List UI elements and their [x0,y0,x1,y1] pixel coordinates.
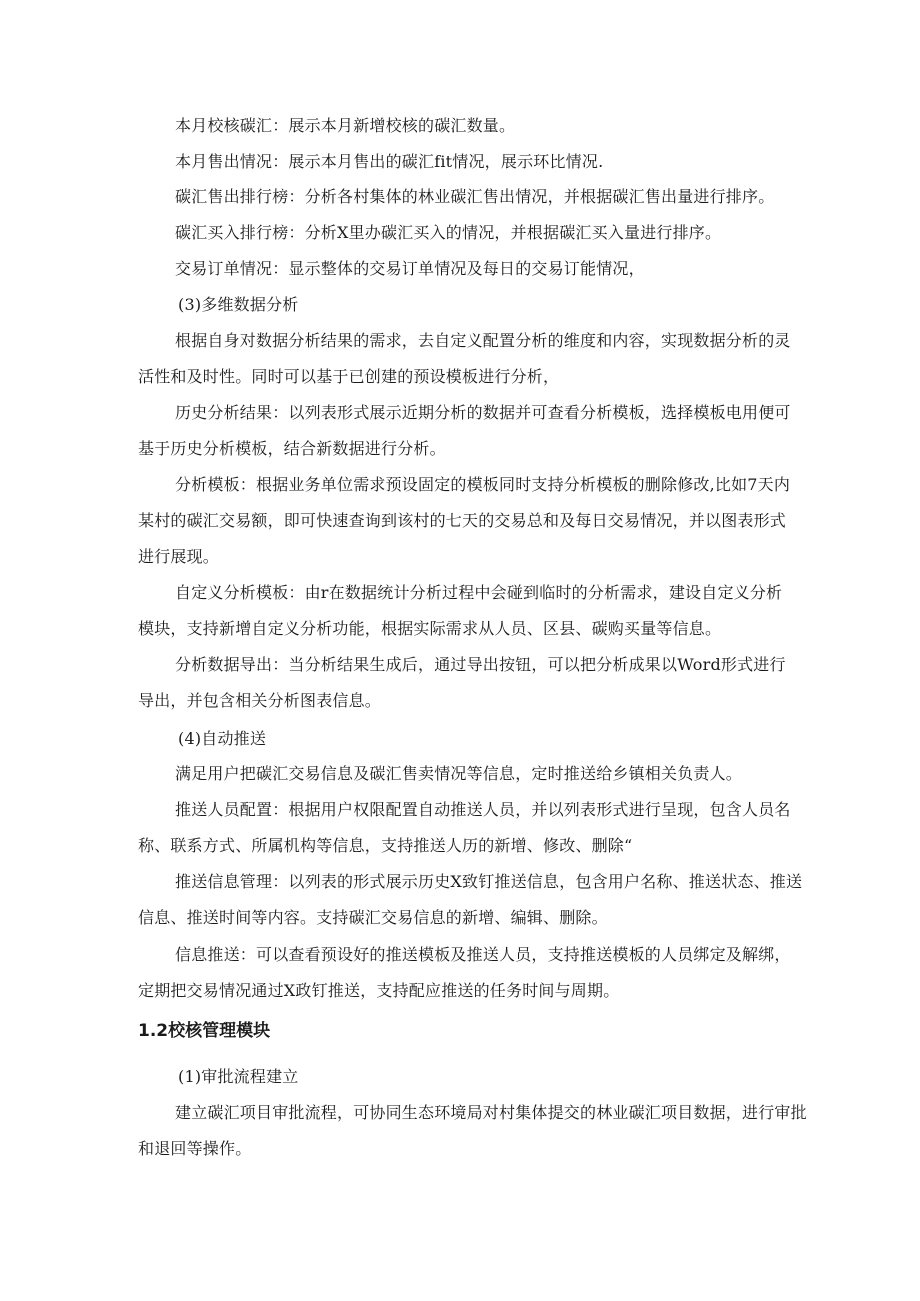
paragraph-line: 历史分析结果：以列表形式展示近期分析的数据并可查看分析模板，选择模板电用便可 [175,403,791,422]
subsection-title: (4)自动推送 [178,729,267,748]
paragraph-line: 自定义分析模板：由r在数据统计分析过程中会碰到临时的分析需求，建设自定义分析 [175,583,783,602]
paragraph-line: 本月校核碳汇：展示本月新增校核的碳汇数量。 [175,116,516,135]
paragraph-line: 模块，支持新增自定义分析功能，根据实际需求从人员、区县、碳购买量等信息。 [138,619,722,638]
paragraph-line: 本月售出情况：展示本月售出的碳汇fit情况，展示环比情况. [175,152,604,171]
paragraph-line: 进行展现。 [138,547,220,566]
paragraph-line: 某村的碳汇交易额，即可快速查询到该村的七天的交易总和及每日交易情况，并以图表形式 [138,511,787,530]
section-heading: 1.2校核管理模块 [138,1021,271,1041]
paragraph-line: 信息、推送时间等内容。支持碳汇交易信息的新增、编辑、删除。 [138,908,608,927]
paragraph-line: 碳汇售出排行榜：分析各村集体的林业碳汇售出情况，并根据碳汇售出量进行排序。 [175,187,775,206]
paragraph-line: 建立碳汇项目审批流程，可协同生态环境局对村集体提交的林业碳汇项目数据，进行审批 [175,1103,807,1122]
paragraph-line: 推送信息管理：以列表的形式展示历史X致钉推送信息，包含用户名称、推送状态、推送 [175,872,803,891]
subsection-title: (3)多维数据分析 [178,295,299,314]
paragraph-line: 推送人员配置：根据用户权限配置自动推送人员，并以列表形式进行呈现，包含人员名 [175,800,791,819]
paragraph-line: 活性和及时性。同时可以基于已创建的预设模板进行分析， [138,367,560,386]
paragraph-line: 导出，并包含相关分析图表信息。 [138,691,382,710]
paragraph-line: 基于历史分析模板，结合新数据进行分析。 [138,439,446,458]
subsection-title: (1)审批流程建立 [178,1067,299,1086]
paragraph-line: 满足用户把碳汇交易信息及碳汇售卖情况等信息，定时推送给乡镇相关负责人。 [175,764,743,783]
paragraph-line: 定期把交易情况通过X政钉推送，支持配应推送的任务时间与周期。 [138,981,620,1000]
paragraph-line: 称、联系方式、所属机构等信息，支持推送人历的新增、修改、删除“ [138,836,633,855]
paragraph-line: 根据自身对数据分析结果的需求，去自定义配置分析的维度和内容，实现数据分析的灵 [175,331,791,350]
paragraph-line: 分析模板：根据业务单位需求预设固定的模板同时支持分析模板的删除修改,比如7天内 [175,475,791,494]
paragraph-line: 碳汇买入排行榜：分析X里办碳汇买入的情况，并根据碳汇买入量进行排序。 [175,223,722,242]
paragraph-line: 和退回等操作。 [138,1139,252,1158]
paragraph-line: 分析数据导出：当分析结果生成后，通过导出按钮，可以把分析成果以Word形式进行 [175,655,786,674]
paragraph-line: 信息推送：可以查看预设好的推送模板及推送人员，支持推送模板的人员绑定及解绑， [175,945,791,964]
paragraph-line: 交易订单情况：显示整体的交易订单情况及每日的交易订能情况， [175,259,645,278]
